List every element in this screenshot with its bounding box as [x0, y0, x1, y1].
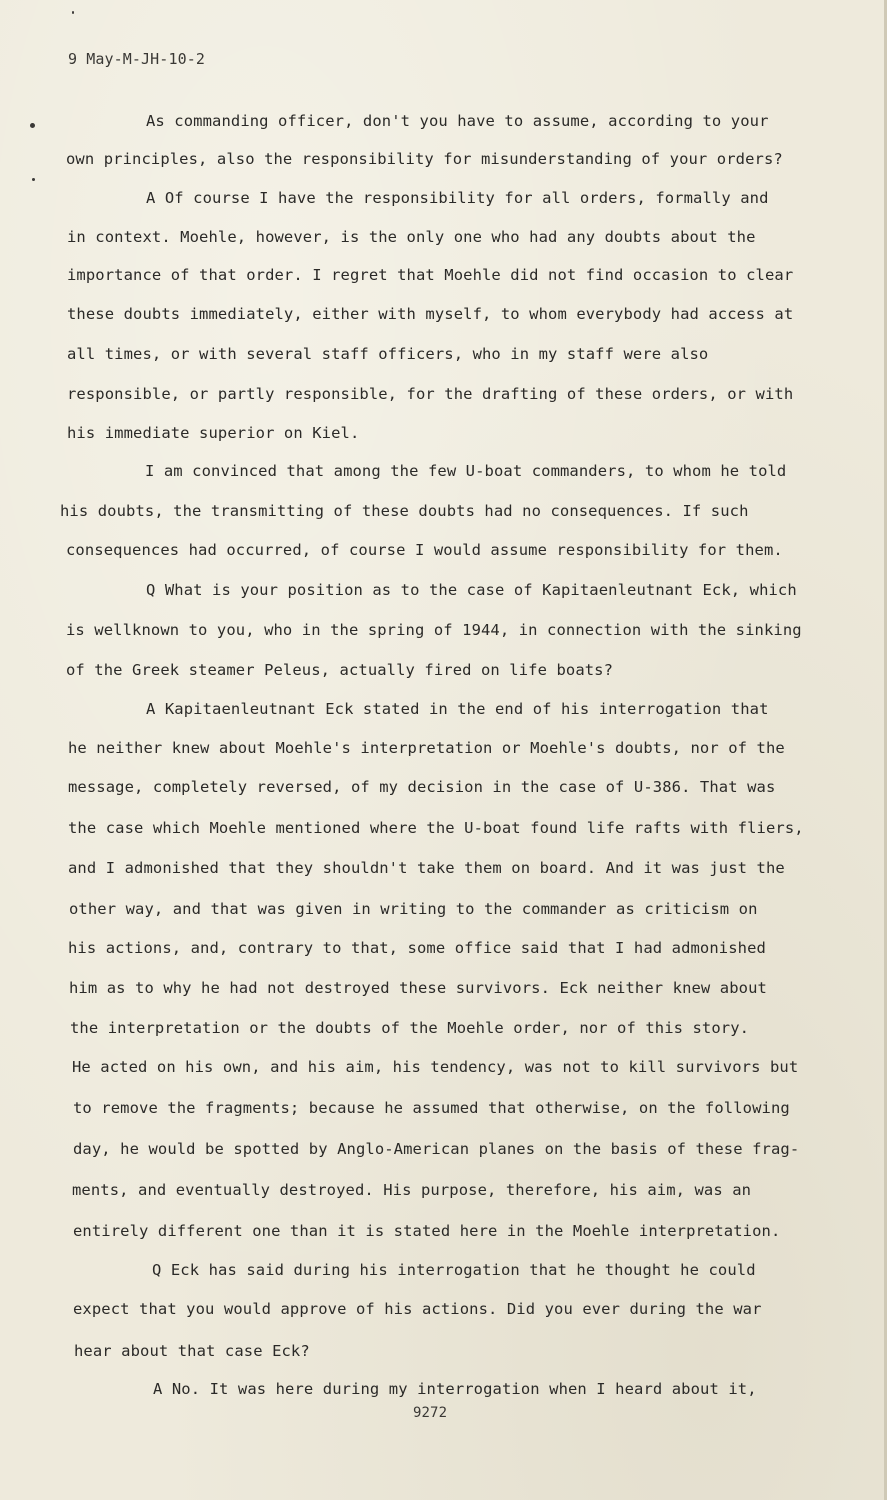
- text-line: expect that you would approve of his actions. Did you ever during the war: [73, 1300, 762, 1318]
- text-line: A No. It was here during my interrogation when I heard about it,: [153, 1380, 757, 1398]
- text-line: is wellknown to you, who in the spring of 1944, in connection with the sinking: [66, 621, 802, 639]
- text-line: in context. Moehle, however, is the only one who had any doubts about the: [67, 228, 756, 246]
- text-line: his doubts, the transmitting of these doubts had no consequences. If such: [60, 502, 749, 520]
- text-line: own principles, also the responsibility for misunderstanding of your orders?: [66, 150, 783, 168]
- text-line: him as to why he had not destroyed these survivors. Eck neither knew about: [69, 979, 767, 997]
- punch-mark: [30, 123, 35, 128]
- text-line: responsible, or partly responsible, for the drafting of these orders, or with: [67, 385, 794, 403]
- text-line: his immediate superior on Kiel.: [67, 424, 360, 442]
- text-line: I am convinced that among the few U-boat commanders, to whom he told: [145, 462, 787, 480]
- text-line: A Of course I have the responsibility for all orders, formally and: [146, 189, 769, 207]
- text-line: importance of that order. I regret that Moehle did not find occasion to clear: [67, 266, 794, 284]
- text-line: of the Greek steamer Peleus, actually fired on life boats?: [66, 661, 614, 679]
- text-line: message, completely reversed, of my decision in the case of U-386. That was: [68, 778, 776, 796]
- text-line: Q Eck has said during his interrogation that he thought he could: [152, 1261, 756, 1279]
- text-line: He acted on his own, and his aim, his tendency, was not to kill survivors but: [72, 1058, 799, 1076]
- text-line: As commanding officer, don't you have to assume, according to your: [146, 112, 769, 130]
- text-line: Q What is your position as to the case of Kapitaenleutnant Eck, which: [146, 581, 797, 599]
- text-line: the case which Moehle mentioned where the U-boat found life rafts with fliers,: [68, 819, 804, 837]
- text-line: his actions, and, contrary to that, some office said that I had admonished: [68, 939, 766, 957]
- text-line: consequences had occurred, of course I would assume responsibility for them.: [66, 541, 783, 559]
- text-line: ments, and eventually destroyed. His purpose, therefore, his aim, was an: [72, 1181, 752, 1199]
- text-line: hear about that case Eck?: [74, 1342, 310, 1360]
- text-line: day, he would be spotted by Anglo-American planes on the basis of these frag-: [73, 1140, 800, 1158]
- text-line: all times, or with several staff officers, who in my staff were also: [67, 345, 709, 363]
- punch-mark: [72, 11, 74, 14]
- text-line: he neither knew about Moehle's interpretation or Moehle's doubts, nor of the: [68, 739, 785, 757]
- text-line: A Kapitaenleutnant Eck stated in the end of his interrogation that: [146, 700, 769, 718]
- text-line: and I admonished that they shouldn't take them on board. And it was just the: [68, 859, 785, 877]
- document-reference: 9 May-M-JH-10-2: [68, 50, 205, 68]
- punch-mark: [32, 178, 35, 181]
- page-number: 9272: [413, 1405, 448, 1421]
- text-line: to remove the fragments; because he assumed that otherwise, on the following: [73, 1099, 790, 1117]
- text-line: other way, and that was given in writing to the commander as criticism on: [69, 900, 758, 918]
- text-line: the interpretation or the doubts of the Moehle order, nor of this story.: [70, 1019, 750, 1037]
- text-line: entirely different one than it is stated here in the Moehle interpretation.: [73, 1222, 781, 1240]
- text-line: these doubts immediately, either with myself, to whom everybody had access at: [67, 305, 794, 323]
